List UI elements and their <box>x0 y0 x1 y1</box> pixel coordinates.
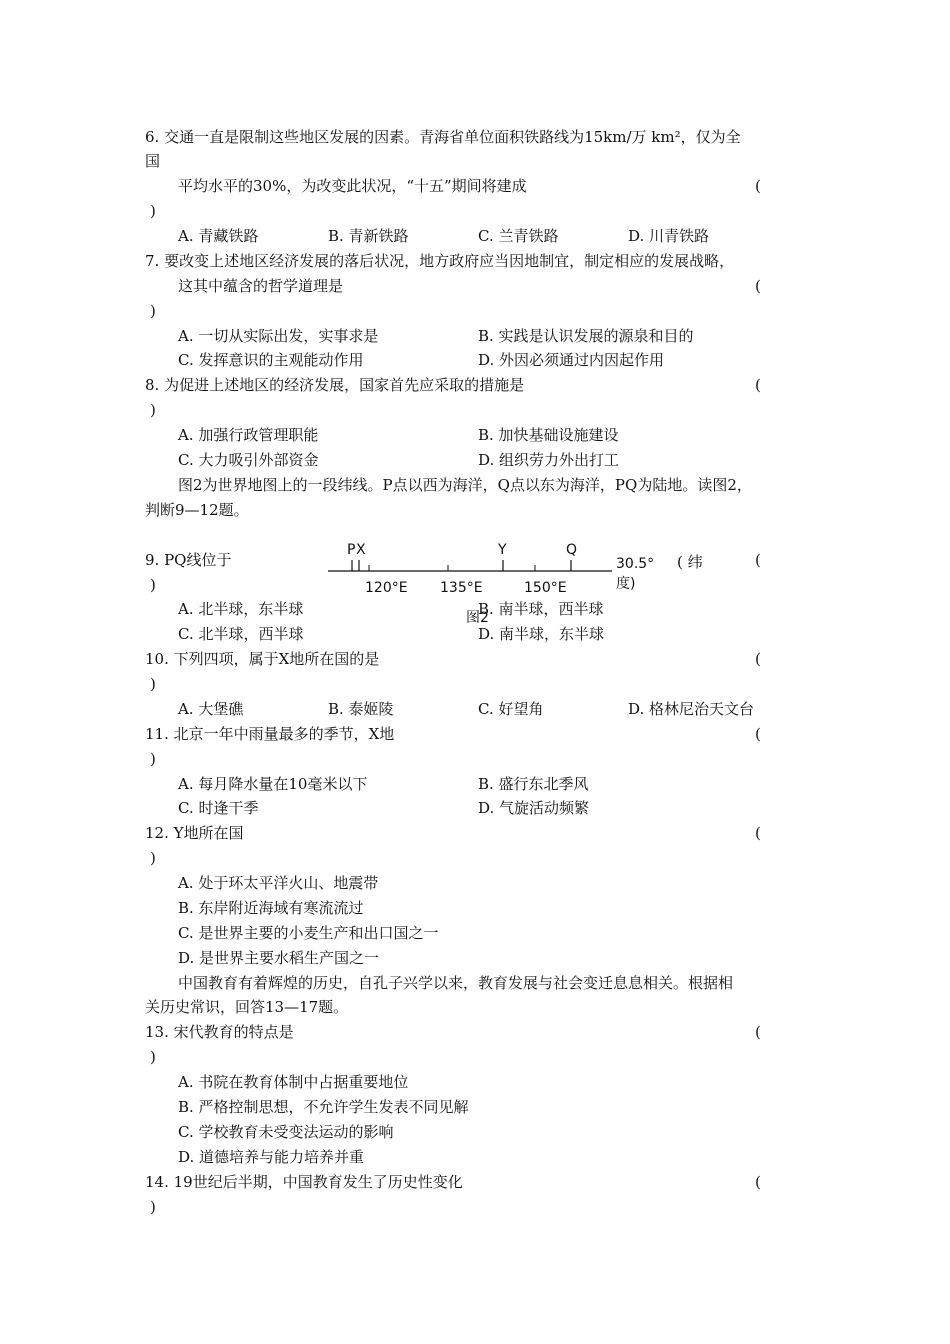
q8-option-c: C. 大力吸引外部资金 <box>178 451 319 469</box>
label-point-x: X <box>356 542 366 558</box>
q7-answer-paren-open: ( <box>755 277 761 295</box>
q14-answer-paren-close: ) <box>150 1198 156 1216</box>
edu-intro-line2: 关历史常识，回答13—17题。 <box>145 998 349 1016</box>
q7-option-b: B. 实践是认识发展的源泉和目的 <box>478 327 694 345</box>
q14-answer-paren-open: ( <box>755 1173 761 1191</box>
label-point-y: Y <box>498 542 507 558</box>
q6-option-a: A. 青藏铁路 <box>178 227 259 245</box>
q6-option-b: B. 青新铁路 <box>328 227 409 245</box>
q10-option-c: C. 好望角 <box>478 700 544 718</box>
q11-answer-paren-open: ( <box>755 725 761 743</box>
q7-stem-line2: 这其中蕴含的哲学道理是 <box>178 277 344 295</box>
q12-answer-paren-close: ) <box>150 849 156 867</box>
q11-option-b: B. 盛行东北季风 <box>478 775 589 793</box>
q9-latitude-hint: ( 纬 <box>677 553 703 571</box>
q6-stem-line1: 6. 交通一直是限制这些地区发展的因素。青海省单位面积铁路线为15km/万 km²，仅为全 <box>145 128 741 146</box>
q10-option-b: B. 泰姬陵 <box>328 700 394 718</box>
q12-answer-paren-open: ( <box>755 824 761 842</box>
fig2-intro-line2: 判断9—12题。 <box>145 501 249 519</box>
label-point-q: Q <box>566 542 578 558</box>
q13-option-c: C. 学校教育未受变法运动的影响 <box>178 1123 394 1141</box>
q6-option-d: D. 川青铁路 <box>628 227 710 245</box>
q7-option-c: C. 发挥意识的主观能动作用 <box>178 351 364 369</box>
q6-option-c: C. 兰青铁路 <box>478 227 559 245</box>
q10-answer-paren-close: ) <box>150 675 156 693</box>
q7-option-a: A. 一切从实际出发，实事求是 <box>178 327 379 345</box>
q13-option-d: D. 道德培养与能力培养并重 <box>178 1148 365 1166</box>
q12-option-b: B. 东岸附近海域有寒流流过 <box>178 899 364 917</box>
q9-option-b: B. 南半球，西半球 <box>478 600 604 618</box>
latitude-value-label: 30.5° <box>616 556 655 572</box>
latitude-unit-label: 度) <box>616 576 636 592</box>
q13-answer-paren-close: ) <box>150 1048 156 1066</box>
q11-stem-line1: 11. 北京一年中雨量最多的季节，X地 <box>145 725 395 743</box>
q6-stem-line1-wrap: 国 <box>145 152 161 170</box>
q13-option-b: B. 严格控制思想，不允许学生发表不同见解 <box>178 1098 469 1116</box>
q8-stem-line1: 8. 为促进上述地区的经济发展，国家首先应采取的措施是 <box>145 376 525 394</box>
q10-answer-paren-open: ( <box>755 650 761 668</box>
q7-stem-line1: 7. 要改变上述地区经济发展的落后状况，地方政府应当因地制宜，制定相应的发展战略， <box>145 252 735 270</box>
q9-answer-paren-close: ) <box>150 576 156 594</box>
label-point-p: P <box>347 542 356 558</box>
q12-option-d: D. 是世界主要水稻生产国之一 <box>178 949 380 967</box>
q8-option-d: D. 组织劳力外出打工 <box>478 451 620 469</box>
q13-answer-paren-open: ( <box>755 1023 761 1041</box>
q9-option-c: C. 北半球，西半球 <box>178 625 304 643</box>
q13-option-a: A. 书院在教育体制中占据重要地位 <box>178 1073 409 1091</box>
q9-stem-line1: 9. PQ线位于 <box>145 551 232 569</box>
q11-option-a: A. 每月降水量在10毫米以下 <box>178 775 368 793</box>
tick-label-135e: 135°E <box>440 580 483 596</box>
q9-option-d: D. 南半球，东半球 <box>478 625 605 643</box>
q8-answer-paren-open: ( <box>755 376 761 394</box>
q8-option-b: B. 加快基础设施建设 <box>478 426 619 444</box>
q12-stem-line1: 12. Y地所在国 <box>145 824 244 842</box>
q9-answer-paren-open: ( <box>755 551 761 569</box>
q9-option-a: A. 北半球，东半球 <box>178 600 304 618</box>
q12-option-c: C. 是世界主要的小麦生产和出口国之一 <box>178 924 439 942</box>
q7-answer-paren-close: ) <box>150 302 156 320</box>
q7-option-d: D. 外因必须通过内因起作用 <box>478 351 665 369</box>
q11-answer-paren-close: ) <box>150 750 156 768</box>
figure-2-caption: 图2 <box>466 610 489 626</box>
q14-stem-line1: 14. 19世纪后半期，中国教育发生了历史性变化 <box>145 1173 463 1191</box>
q10-stem-line1: 10. 下列四项，属于X地所在国的是 <box>145 650 380 668</box>
tick-label-120e: 120°E <box>365 580 408 596</box>
q11-option-d: D. 气旋活动频繁 <box>478 799 590 817</box>
q10-option-d: D. 格林尼治天文台 <box>628 700 755 718</box>
q6-stem-line2: 平均水平的30%，为改变此状况，“十五”期间将建成 <box>178 177 527 195</box>
q12-option-a: A. 处于环太平洋火山、地震带 <box>178 874 379 892</box>
q11-option-c: C. 时逢干季 <box>178 799 259 817</box>
tick-label-150e: 150°E <box>524 580 567 596</box>
q6-answer-paren-close: ) <box>150 202 156 220</box>
q8-option-a: A. 加强行政管理职能 <box>178 426 319 444</box>
q10-option-a: A. 大堡礁 <box>178 700 244 718</box>
q8-answer-paren-close: ) <box>150 401 156 419</box>
fig2-intro-line1: 图2为世界地图上的一段纬线。P点以西为海洋，Q点以东为海洋，PQ为陆地。读图2， <box>178 476 752 494</box>
q6-answer-paren-open: ( <box>755 177 761 195</box>
edu-intro-line1: 中国教育有着辉煌的历史，自孔子兴学以来，教育发展与社会变迁息息相关。根据相 <box>178 974 734 992</box>
q13-stem-line1: 13. 宋代教育的特点是 <box>145 1023 294 1041</box>
